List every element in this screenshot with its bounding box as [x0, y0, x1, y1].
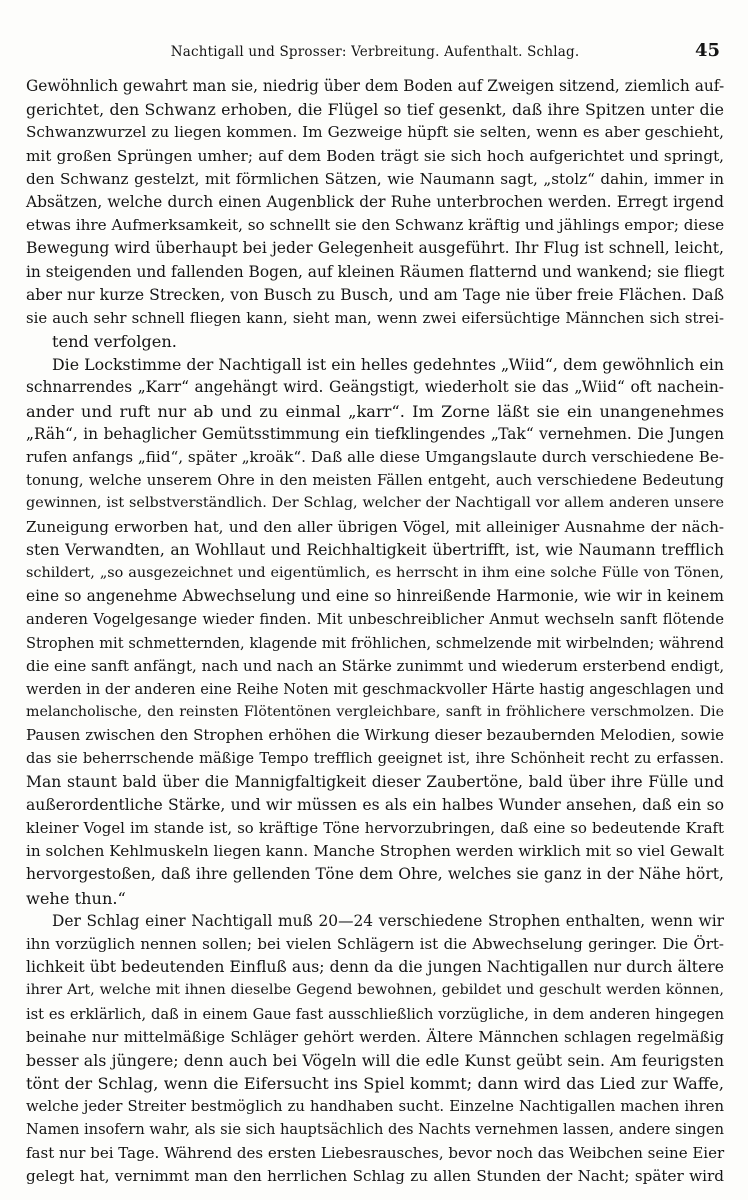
text-line: den Schwanz gestelzt, mit förmlichen Sätzen, wie Naumann sagt, „stolz“ dahin, immer in [26, 169, 724, 188]
text-line: lichkeit übt bedeutenden Einfluß aus; denn da die jungen Nachtigallen nur durch ältere [26, 958, 724, 977]
text-line: in steigenden und fallenden Bogen, auf kleinen Räumen flatternd und wankend; sie fliegt [26, 262, 725, 281]
text-line: ander und ruft nur ab und zu einmal „karr“. Im Zorne läßt sie ein unangenehmes [26, 401, 724, 421]
text-line: beinahe nur mittelmäßige Schläger gehört werden. Ältere Männchen schlagen regelmäßig [26, 1027, 724, 1046]
text-line: wehe thun.“ [26, 888, 126, 908]
paragraph-2 [26, 353, 724, 910]
text-line: Die Lockstimme der Nachtigall ist ein helles gedehntes „Wiid“, dem gewöhnlich ein [52, 355, 724, 375]
text-line: eine so angenehme Abwechselung und eine so hinreißende Harmonie, wie wir in keinem [26, 587, 724, 606]
text-line: tonung, welche unserem Ohre in den meisten Fällen entgeht, auch verschiedene Bedeutung [26, 472, 724, 490]
text-line: hervorgestoßen, daß ihre gellenden Töne dem Ohre, welches sie ganz in der Nähe hört, [26, 865, 724, 884]
text-line: etwas ihre Aufmerksamkeit, so schnellt sie den Schwanz kräftig und jählings empor; diese [26, 216, 725, 235]
text-line: gelegt hat, vernimmt man den herrlichen Schlag zu allen Stunden der Nacht; später wird [26, 1166, 724, 1185]
text-line: aber nur kurze Strecken, von Busch zu Busch, und am Tage nie über freie Flächen. Daß [26, 285, 724, 304]
text-line: ist es erklärlich, daß in einem Gaue fast ausschließlich vorzügliche, in dem anderen hingegen [26, 1005, 724, 1023]
text-line: kleiner Vogel im stande ist, so kräftige Töne hervorzubringen, daß eine so bedeutende Kraft [26, 820, 724, 837]
text-line: tend verfolgen. [52, 332, 177, 352]
text-line: gerichtet, den Schwanz erhoben, die Flügel so tief gesenkt, daß ihre Spitzen unter die [26, 100, 724, 120]
text-line: anderen Vogelgesange wieder finden. Mit unbeschreiblicher Anmut wechseln sanft flötende [26, 611, 724, 629]
text-line: Pausen zwischen den Strophen erhöhen die Wirkung dieser bezaubernden Melodien, sowie [26, 726, 724, 745]
text-line: Schwanzwurzel zu liegen kommen. Im Gezweige hüpft sie selten, wenn es aber geschieht, [26, 123, 724, 142]
paragraph-3 [26, 910, 724, 1188]
text-line: gewinnen, ist selbstverständlich. Der Schlag, welcher der Nachtigall vor allem anderen unsere [26, 495, 724, 512]
text-line: in solchen Kehlmuskeln liegen kann. Manche Strophen werden wirklich mit so viel Gewalt [26, 842, 724, 861]
text-line: Man staunt bald über die Mannigfaltigkeit dieser Zaubertöne, bald über ihre Fülle und [26, 772, 724, 791]
text-line: sten Verwandten, an Wohllaut und Reichhaltigkeit übertrifft, ist, wie Naumann trefflich [26, 540, 724, 559]
text-line: schildert, „so ausgezeichnet und eigentümlich, es herrscht in ihm eine solche Fülle von Tönen, [26, 564, 724, 581]
text-line: die eine sanft anfängt, nach und nach an Stärke zunimmt und wiederum ersterbend endigt, [26, 656, 725, 675]
text-line: werden in der anderen eine Reihe Noten mit geschmackvoller Härte hastig angeschlagen und [26, 680, 724, 698]
text-line: „Räh“, in behaglicher Gemütsstimmung ein tiefklingendes „Tak“ vernehmen. Die Jungen [26, 424, 724, 443]
page-number: 45 [694, 40, 720, 61]
running-header-title: Nachtigall und Sprosser: Verbreitung. Aufenthalt. Schlag. [170, 44, 580, 60]
text-line: melancholische, den reinsten Flötentönen vergleichbare, sanft in fröhlichere verschmolzen. Die [26, 704, 724, 721]
text-line: das sie beherrschende mäßige Tempo trefflich geeignet ist, ihre Schönheit recht zu erfassen. [26, 750, 724, 768]
text-line: Strophen mit schmetternden, klagende mit fröhlichen, schmelzende mit wirbelnden; während [26, 634, 724, 652]
body-text [26, 75, 724, 1188]
text-line: mit großen Sprüngen umher; auf dem Boden trägt sie sich hoch aufgerichtet und springt, [26, 146, 724, 165]
text-line: ihn vorzüglich nennen sollen; bei vielen Schlägern ist die Abwechselung geringer. Die Ört- [26, 934, 724, 953]
paragraph-1 [26, 75, 724, 353]
running-header [26, 40, 724, 64]
text-line: ihrer Art, welche mit ihnen dieselbe Gegend bewohnen, gebildet und geschult werden können, [26, 982, 724, 999]
text-line: Zuneigung erworben hat, und den aller übrigen Vögel, mit alleiniger Ausnahme der näch- [26, 517, 724, 536]
text-line: rufen anfangs „fiid“, später „kroäk“. Daß alle diese Umgangslaute durch verschiedene Be- [26, 448, 724, 466]
text-line: schnarrendes „Karr“ angehängt wird. Geängstigt, wiederholt sie das „Wiid“ oft nachein- [26, 378, 724, 397]
text-line: Bewegung wird überhaupt bei jeder Gelegenheit ausgeführt. Ihr Flug ist schnell, leicht, [26, 239, 724, 258]
text-line: sie auch sehr schnell fliegen kann, sieht man, wenn zwei eifersüchtige Männchen sich strei- [26, 309, 724, 327]
text-line: welche jeder Streiter bestmöglich zu handhaben sucht. Einzelne Nachtigallen machen ihren [26, 1098, 724, 1116]
text-line: außerordentliche Stärke, und wir müssen es als ein halbes Wunder ansehen, daß ein so [26, 795, 724, 814]
text-line: Gewöhnlich gewahrt man sie, niedrig über dem Boden auf Zweigen sitzend, ziemlich auf- [26, 77, 725, 95]
text-line: Der Schlag einer Nachtigall muß 20—24 verschiedene Strophen enthalten, wenn wir [52, 911, 724, 930]
text-line: Absätzen, welche durch einen Augenblick der Ruhe unterbrochen werden. Erregt irgend [26, 192, 724, 211]
text-line: besser als jüngere; denn auch bei Vögeln will die edle Kunst geübt sein. Am feurigsten [26, 1050, 724, 1070]
text-line: Namen insofern wahr, als sie sich hauptsächlich des Nachts vernehmen lassen, andere singen [26, 1121, 724, 1139]
text-line: fast nur bei Tage. Während des ersten Liebesrausches, bevor noch das Weibchen seine Eier [26, 1143, 725, 1162]
text-line: tönt der Schlag, wenn die Eifersucht ins Spiel kommt; dann wird das Lied zur Waffe, [26, 1074, 724, 1094]
